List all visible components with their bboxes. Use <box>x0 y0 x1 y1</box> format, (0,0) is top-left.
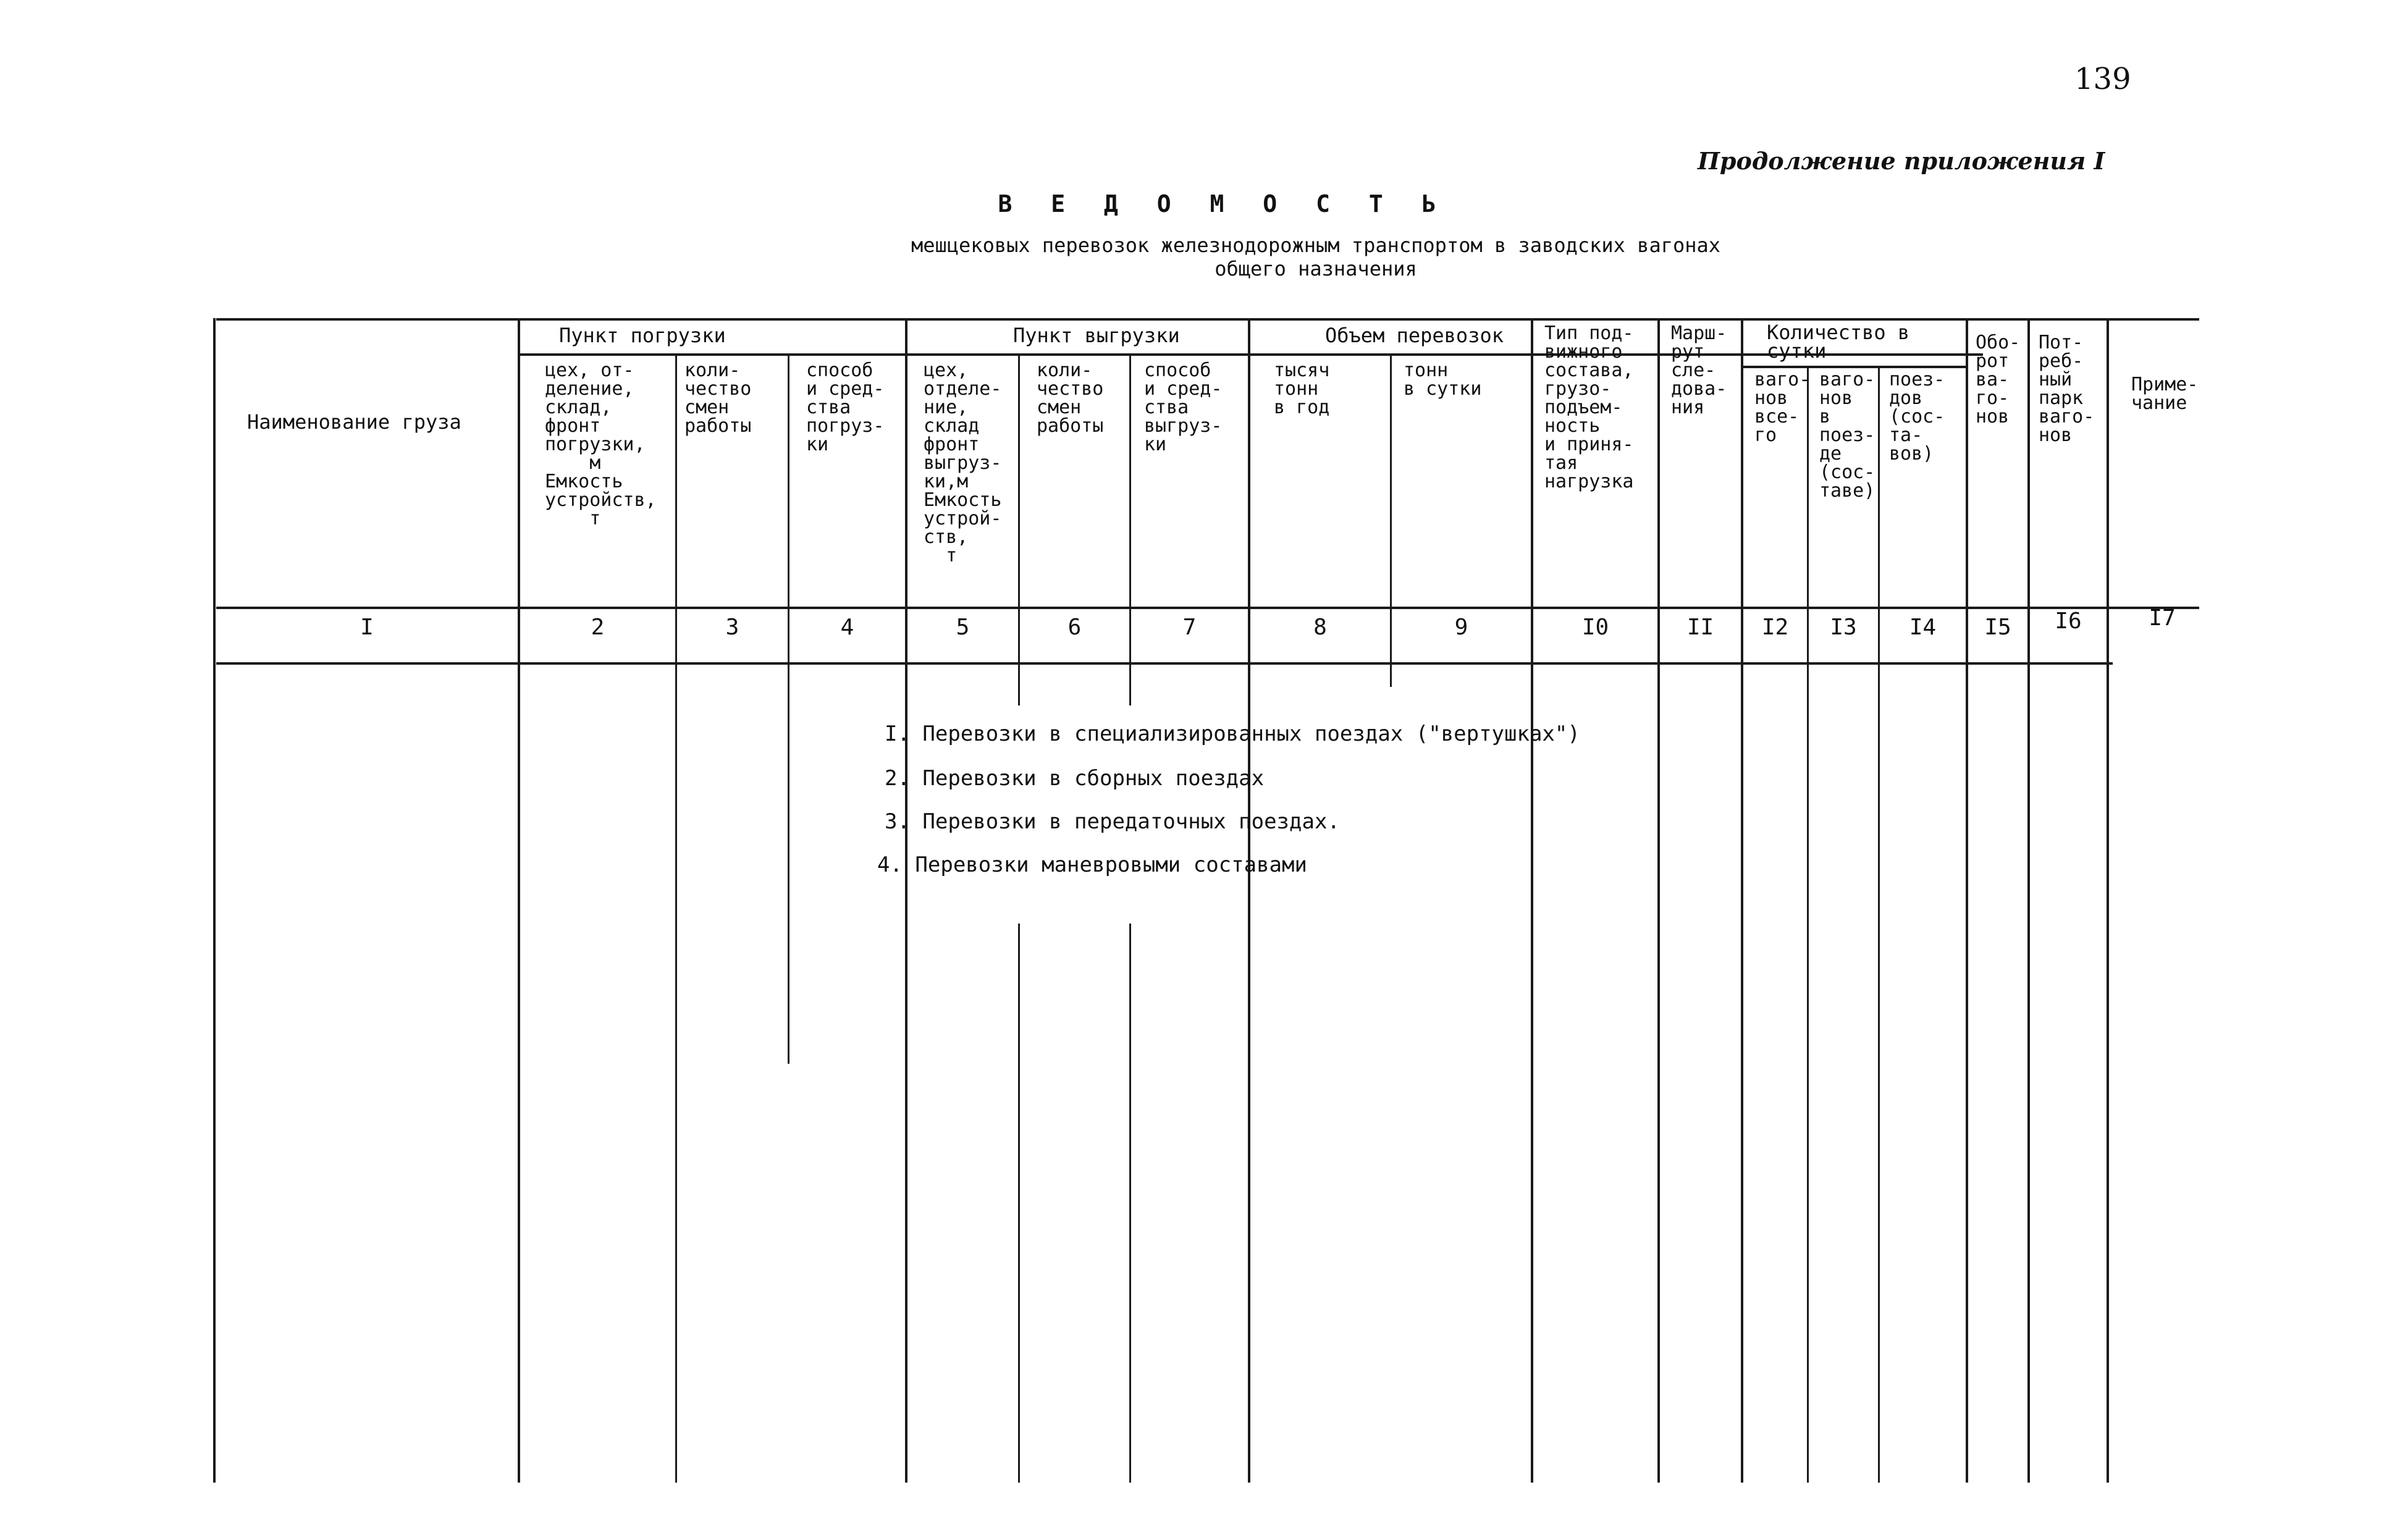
column-number: 4 <box>840 615 854 640</box>
header-col-12: ваго- нов все- го <box>1754 369 1811 446</box>
subtitle-line-1: мешцековых перевозок железнодорожным транспортом в заводских вагонах <box>911 234 1721 257</box>
daily-subgroup-divider <box>1742 366 1968 368</box>
column-number: 5 <box>956 615 970 640</box>
column-number: 9 <box>1454 615 1468 640</box>
column-number: I4 <box>1909 615 1937 640</box>
group-header-divider <box>519 353 1983 356</box>
header-cargo-name: Наименование груза <box>247 410 461 434</box>
col-sep-12 <box>1807 366 1809 1483</box>
header-group-daily: Количество в сутки <box>1767 321 1910 363</box>
column-number: I3 <box>1830 615 1857 640</box>
header-col-13: ваго- нов в поез- де (сос- таве) <box>1819 369 1875 502</box>
section-heading-3: 3. Перевозки в передаточных поездах. <box>885 809 1340 834</box>
header-col-16: Пот- реб- ный парк ваго- нов <box>2039 332 2095 446</box>
section-heading-1: I. Перевозки в специализированных поездах ("вертушках") <box>885 722 1580 746</box>
col-sep-11 <box>1741 318 1743 1483</box>
column-number: I5 <box>1984 615 2011 640</box>
header-col-10: Тип под- вижного состава, грузо- подъем- ность и приня- тая нагрузка <box>1544 322 1634 492</box>
header-col-17: Приме- чание <box>2131 374 2199 414</box>
header-col-3: коли- чество смен работы <box>684 360 752 437</box>
col-sep-13 <box>1878 366 1880 1483</box>
col-sep-2 <box>675 353 677 1483</box>
page-number: 139 <box>2074 62 2131 96</box>
table-left-border <box>213 318 216 1483</box>
column-number: I2 <box>1761 615 1789 640</box>
column-number: II <box>1686 615 1714 640</box>
col-sep-6b <box>1129 924 1131 1483</box>
subtitle-line-2: общего назначения <box>1215 257 1417 280</box>
column-number: 7 <box>1182 615 1197 640</box>
col-sep-14 <box>1966 318 1968 1483</box>
header-col-15: Обо- рот ва- го- нов <box>1976 332 2021 427</box>
col-sep-10 <box>1657 318 1660 1483</box>
column-number: 8 <box>1313 615 1327 640</box>
header-col-2: цех, от- деление, склад, фронт погрузки, м Емкость устройств, т <box>545 360 657 529</box>
col-sep-5b <box>1018 924 1020 1483</box>
continuation-note: Продолжение приложения I <box>1698 147 2105 175</box>
header-col-11: Марш- рут сле- дова- ния <box>1671 322 1727 418</box>
header-group-loading: Пункт погрузки <box>559 324 726 347</box>
header-group-unloading: Пункт выгрузки <box>1013 324 1180 347</box>
header-bottom-border <box>216 607 2199 609</box>
header-col-7: способ и сред- ства выгруз- ки <box>1144 360 1223 455</box>
column-number: I <box>360 615 374 640</box>
header-group-volume: Объем перевозок <box>1325 324 1504 347</box>
section-heading-2: 2. Перевозки в сборных поездах <box>885 766 1265 791</box>
number-row-bottom-border <box>216 662 2113 665</box>
column-number: 3 <box>725 615 739 640</box>
col-sep-5 <box>1018 353 1020 705</box>
header-col-5: цех, отделе- ние, склад фронт выгруз- ки,м Емкость устрой- ств, т <box>924 360 1002 566</box>
col-sep-15 <box>2027 318 2030 1483</box>
column-number: I0 <box>1581 615 1609 640</box>
section-heading-4: 4. Перевозки маневровыми составами <box>877 852 1307 877</box>
col-sep-16 <box>2107 318 2109 1483</box>
col-sep-9 <box>1531 318 1533 1483</box>
col-sep-3 <box>788 353 789 1064</box>
col-sep-6 <box>1129 353 1131 705</box>
document-title: В Е Д О М О С Т Ь <box>998 190 1449 217</box>
header-col-4: способ и сред- ства погруз- ки <box>806 360 885 455</box>
header-col-8: тысяч тонн в год <box>1274 360 1330 418</box>
document-subtitle <box>840 234 1791 280</box>
column-number: 6 <box>1067 615 1082 640</box>
column-number: I6 <box>2055 608 2082 634</box>
col-sep-4 <box>905 318 907 1483</box>
col-sep-7 <box>1248 318 1250 1483</box>
column-number: I7 <box>2149 605 2176 631</box>
column-number: 2 <box>591 615 605 640</box>
col-sep-1 <box>518 318 520 1483</box>
header-col-9: тонн в сутки <box>1404 360 1482 400</box>
header-col-6: коли- чество смен работы <box>1037 360 1104 437</box>
header-col-14: поез- дов (сос- та- вов) <box>1889 369 1945 465</box>
